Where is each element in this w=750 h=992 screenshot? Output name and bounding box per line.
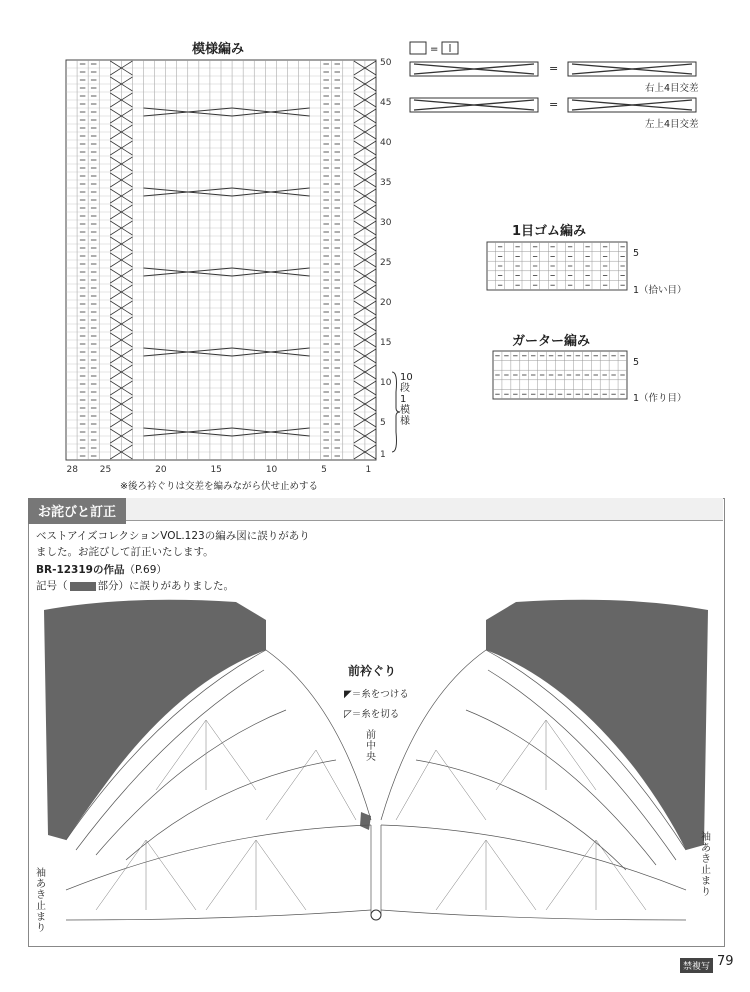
symbol-suffix: 部分）に誤りがありました。 [97,580,234,592]
left-shaded-panel [44,600,266,840]
correction-line1: ベストアイズコレクションVOL.123の編み図に誤りがあり [36,530,310,542]
legend-symbol-key [410,40,470,56]
col-tick: 20 [155,465,167,475]
row-tick: 50 [380,58,392,68]
center-front-label: 前中央 [366,730,376,763]
garter-title: ガーター編み [512,334,591,349]
row-tick: 20 [380,298,392,308]
col-tick: 10 [265,465,278,475]
copy-prohibited-stamp: 禁複写 [680,958,713,973]
col-tick: 25 [99,465,112,475]
collar-diagram [36,590,716,940]
garter-row-bottom: 1（作り目） [633,393,687,404]
rib-row-top: 5 [633,248,640,259]
sleeve-right-label: 袖あき止まり [701,832,711,898]
rib-row-bottom: 1（拾い目） [633,285,687,296]
col-tick: 28 [66,465,78,475]
attach-yarn-label: ＝糸をつける [351,689,409,700]
cut-yarn-legend [344,706,399,720]
pattern-title: 模様編み [192,42,245,57]
attach-yarn-legend [344,686,409,700]
pattern-note: ※後ろ衿ぐりは交差を編みながら伏せ止めする [120,481,318,492]
row-tick: 15 [380,338,392,348]
correction-header-bar [28,498,723,521]
legend-left-cross-label: 左上4目交差 [645,119,699,130]
symbol-prefix: 記号（ [36,580,68,592]
legend-equals-2: = [549,98,559,111]
open-arrow-icon: ◸ [344,709,352,720]
page-number: 79 [717,954,734,969]
row-tick: 5 [380,418,386,428]
sleeve-left-label: 袖あき止まり [36,868,46,934]
right-shaded-panel [486,600,708,850]
row-tick: 35 [380,178,392,188]
col-tick: 5 [321,465,327,475]
repeat-label: 10段1模様 [400,372,413,427]
center-ring [371,910,381,920]
row-tick: 1 [380,450,386,460]
correction-header: お詫びと訂正 [28,498,126,524]
legend-equals-1: = [549,62,559,75]
rib-grid [487,242,627,290]
svg-text:=: = [430,44,439,55]
col-tick: 1 [365,465,372,475]
repeat-brace [390,372,400,452]
correction-work [36,562,167,578]
correction-line2: ました。お詫びして訂正いたします。 [36,546,214,558]
pattern-grid [66,60,376,460]
row-tick: 30 [380,218,392,228]
filled-arrow-icon: ◤ [344,689,352,700]
work-id: BR-12319の作品 [36,564,125,576]
row-tick: 25 [380,258,392,268]
legend-right-cross-label: 右上4目交差 [645,83,699,94]
row-tick: 45 [380,98,392,108]
garter-grid [493,351,627,399]
row-tick: 40 [380,138,392,148]
row-tick: 10 [380,378,392,388]
page-ref: （P.69） [124,564,167,576]
collar-title: 前衿ぐり [348,664,397,678]
garter-row-top: 5 [633,357,640,368]
cut-yarn-label: ＝糸を切る [351,709,400,720]
rib-title: 1目ゴム編み [512,224,587,239]
col-tick: 15 [210,465,222,475]
